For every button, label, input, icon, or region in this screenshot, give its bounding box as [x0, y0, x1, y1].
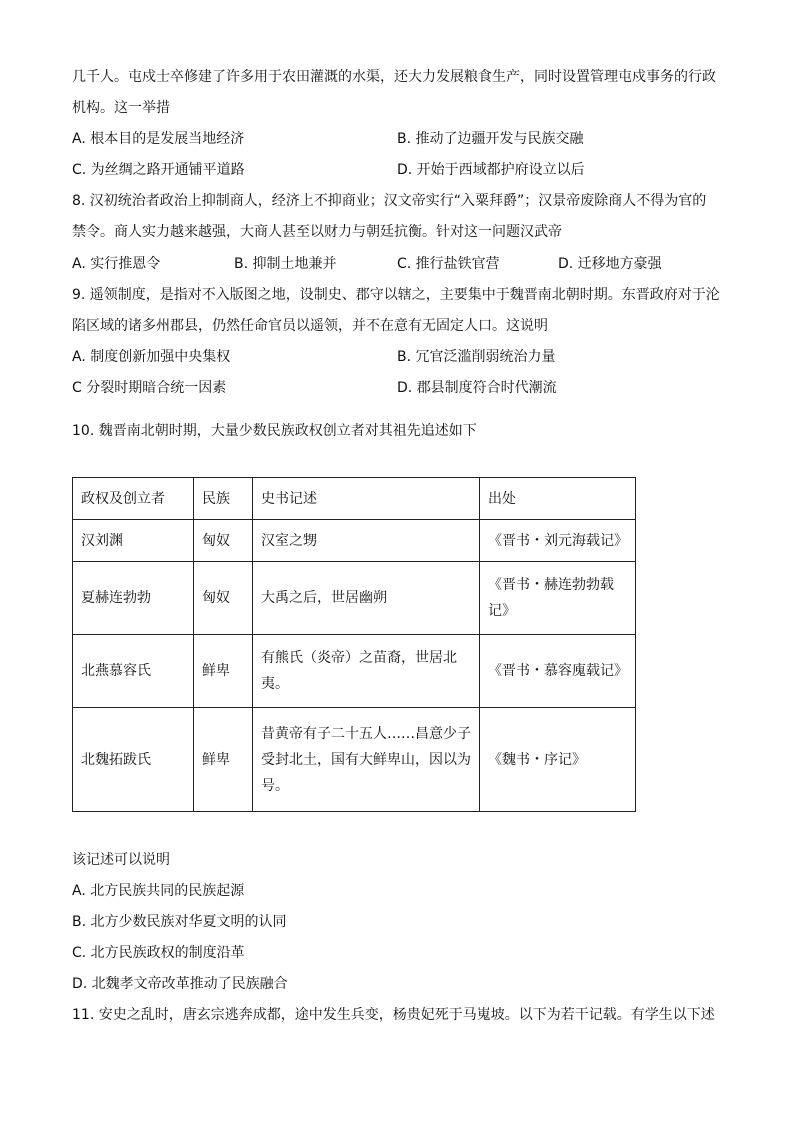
q7-stem-line2: 机构。这一举措 — [72, 100, 170, 116]
q8-option-c: C. 推行盐铁官营 — [397, 256, 500, 272]
q7-option-b: B. 推动了边疆开发与民族交融 — [397, 131, 584, 147]
table-row — [73, 562, 636, 635]
table-cell: 北魏拓跋氏 — [73, 708, 194, 812]
q7-option-a: A. 根本目的是发展当地经济 — [72, 131, 245, 147]
table-header-row — [73, 478, 636, 520]
q8-option-b: B. 抑制土地兼并 — [234, 256, 337, 272]
table-header-cell: 史书记述 — [253, 478, 480, 520]
q11-stem-line1: 11. 安史之乱时，唐玄宗逃奔成都，途中发生兵变，杨贵妃死于马嵬坡。以下为若干记载。有学生以下述 — [72, 1007, 715, 1023]
table-header-cell: 政权及创立者 — [73, 478, 194, 520]
table-cell: 《魏书・序记》 — [480, 708, 636, 812]
table-cell: 汉室之甥 — [253, 520, 480, 562]
table-header-cell: 出处 — [480, 478, 636, 520]
table-cell: 《晋书・赫连勃勃载记》 — [480, 562, 636, 635]
q7-option-c: C. 为丝绸之路开通铺平道路 — [72, 162, 245, 178]
q9-option-b: B. 冗官泛滥削弱统治力量 — [397, 349, 556, 365]
table-cell: 北燕慕容氏 — [73, 635, 194, 708]
table-cell: 鲜卑 — [194, 635, 253, 708]
q9-option-c: C 分裂时期暗合统一因素 — [72, 380, 227, 396]
q9-stem-line1: 9. 遥领制度，是指对不入版图之地，设制史、郡守以辖之，主要集中于魏晋南北朝时期。东晋政府对于沦 — [72, 287, 720, 303]
table-cell: 夏赫连勃勃 — [73, 562, 194, 635]
ancestry-table — [72, 477, 636, 812]
table-cell: 汉刘渊 — [73, 520, 194, 562]
q10-conclusion: 该记述可以说明 — [72, 852, 170, 868]
table-cell: 匈奴 — [194, 562, 253, 635]
table-row — [73, 520, 636, 562]
q10-option-d: D. 北魏孝文帝改革推动了民族融合 — [72, 976, 288, 992]
table-row — [73, 635, 636, 708]
q7-stem-line1: 几千人。屯戍士卒修建了许多用于农田灌溉的水渠，还大力发展粮食生产，同时设置管理屯戍事务的行政 — [72, 69, 716, 85]
q9-option-a: A. 制度创新加强中央集权 — [72, 349, 231, 365]
q9-option-d: D. 郡县制度符合时代潮流 — [397, 380, 557, 396]
q8-option-a: A. 实行推恩令 — [72, 256, 161, 272]
q10-option-a: A. 北方民族共同的民族起源 — [72, 883, 245, 899]
table-header-cell: 民族 — [194, 478, 253, 520]
table-cell: 有熊氏（炎帝）之苗裔，世居北夷。 — [253, 635, 480, 708]
q10-option-b: B. 北方少数民族对华夏文明的认同 — [72, 914, 287, 930]
table-cell: 昔黄帝有子二十五人……昌意少子受封北土，国有大鲜卑山，因以为号。 — [253, 708, 480, 812]
table-cell: 鲜卑 — [194, 708, 253, 812]
table-cell: 《晋书・慕容廆载记》 — [480, 635, 636, 708]
table-row — [73, 708, 636, 812]
q8-stem-line1: 8. 汉初统治者政治上抑制商人，经济上不抑商业；汉文帝实行“入粟拜爵”；汉景帝废除商人不得为官的 — [72, 193, 707, 209]
q10-option-c: C. 北方民族政权的制度沿革 — [72, 945, 245, 961]
q9-stem-line2: 陷区域的诸多州郡县，仍然任命官员以遥领，并不在意有无固定人口。这说明 — [72, 318, 548, 334]
table-cell: 大禹之后，世居幽朔 — [253, 562, 480, 635]
q8-option-d: D. 迁移地方豪强 — [558, 256, 662, 272]
q10-stem: 10. 魏晋南北朝时期，大量少数民族政权创立者对其祖先追述如下 — [72, 423, 477, 439]
table-cell: 《晋书・刘元海载记》 — [480, 520, 636, 562]
q7-option-d: D. 开始于西域都护府设立以后 — [397, 162, 585, 178]
q8-stem-line2: 禁令。商人实力越来越强，大商人甚至以财力与朝廷抗衡。针对这一问题汉武帝 — [72, 224, 562, 240]
table-cell: 匈奴 — [194, 520, 253, 562]
